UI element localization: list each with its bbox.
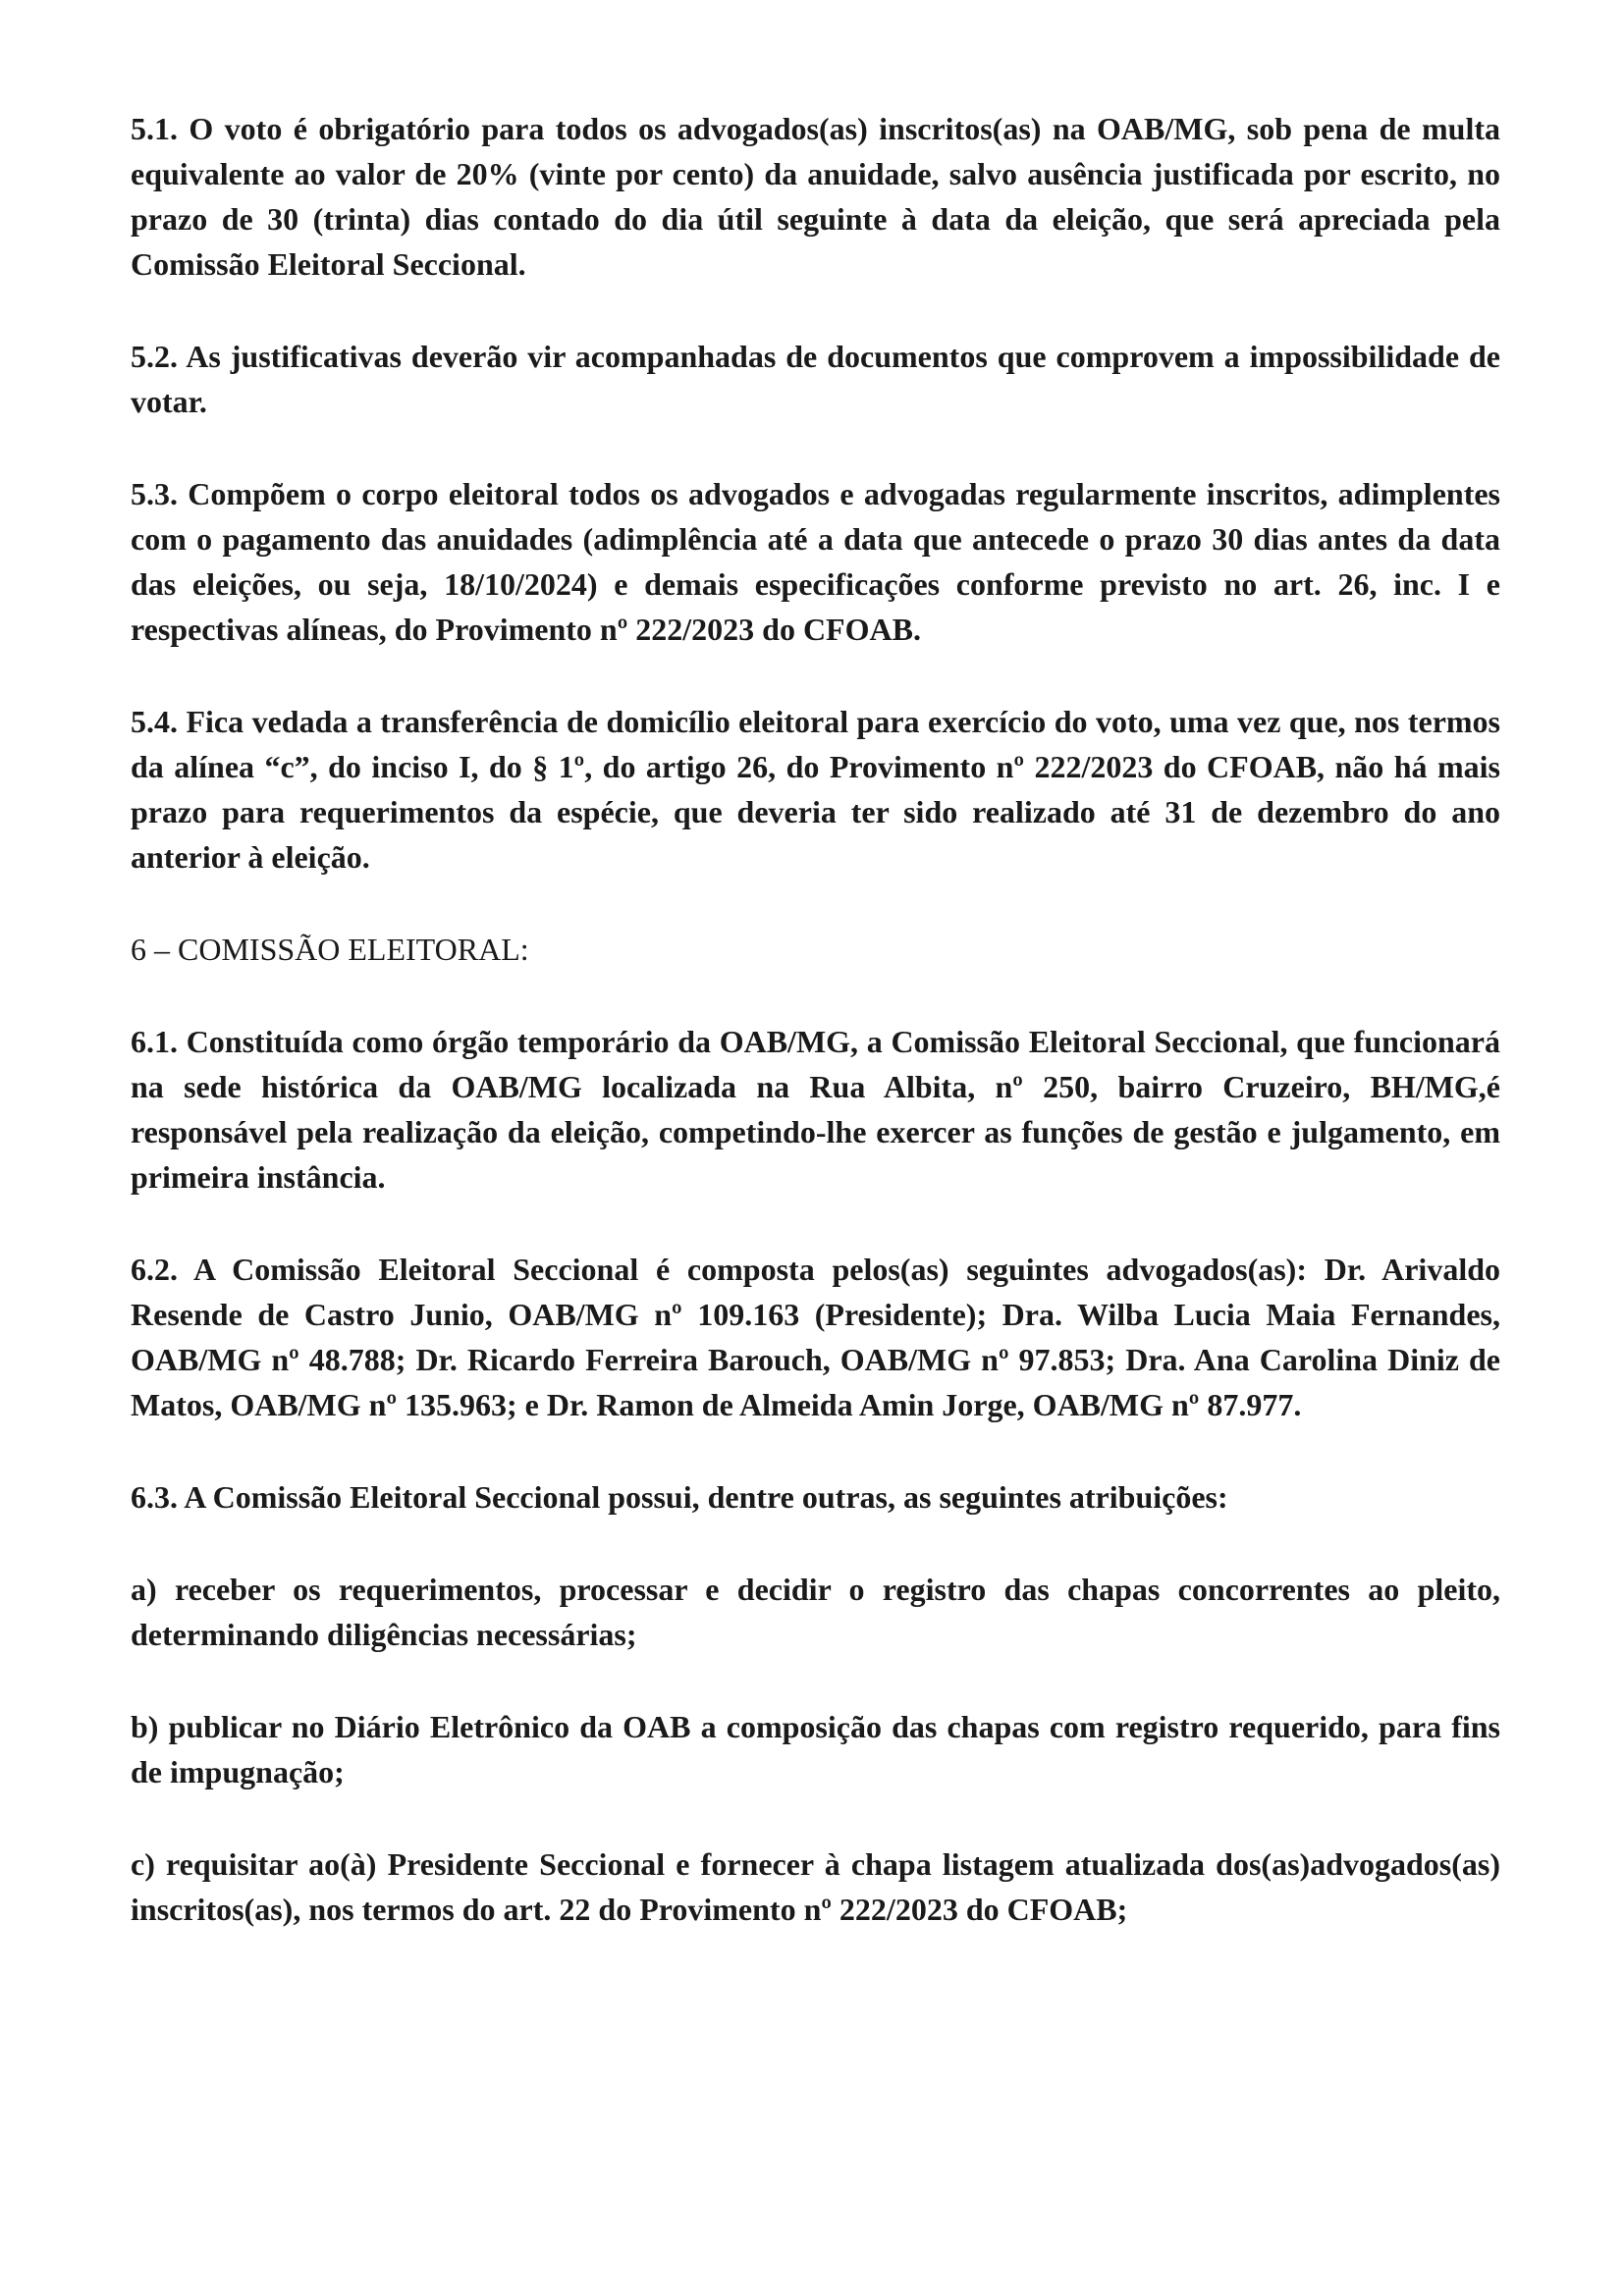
item-c: c) requisitar ao(à) Presidente Seccional e fornecer à chapa listagem atualizada dos(as)advogados(as) inscritos(as), nos termos do art. 22 do Provimento nº 222/2023 do CFOAB;: [131, 1846, 1500, 1927]
paragraph-5-2: 5.2. As justificativas deverão vir acompanhadas de documentos que comprovem a impossibilidade de votar.: [131, 339, 1500, 419]
item-b: b) publicar no Diário Eletrônico da OAB a composição das chapas com registro requerido, para fins de impugnação;: [131, 1709, 1500, 1789]
section-heading-6: 6 – COMISSÃO ELEITORAL:: [131, 932, 529, 967]
paragraph-5-4: 5.4. Fica vedada a transferência de domicílio eleitoral para exercício do voto, uma vez que, nos termos da alínea “c”, do inciso I, do § 1º, do artigo 26, do Provimento nº 222/2023 do CFOAB, não há mais prazo para requerimentos da espécie, que deveria ter sido realizado até 31 de dezembro do ano anterior à eleição.: [131, 704, 1500, 875]
paragraph-6-1: 6.1. Constituída como órgão temporário da OAB/MG, a Comissão Eleitoral Seccional, que funcionará na sede histórica da OAB/MG localizada na Rua Albita, nº 250, bairro Cruzeiro, BH/MG,é responsável pela realização da eleição, competindo-lhe exercer as funções de gestão e julgamento, em primeira instância.: [131, 1024, 1500, 1195]
paragraph-5-3: 5.3. Compõem o corpo eleitoral todos os advogados e advogadas regularmente inscritos, adimplentes com o pagamento das anuidades (adimplência até a data que antecede o prazo 30 dias antes da data das eleições, ou seja, 18/10/2024) e demais especificações conforme previsto no art. 26, inc. I e respectivas alíneas, do Provimento nº 222/2023 do CFOAB.: [131, 476, 1500, 647]
paragraph-5-1: 5.1. O voto é obrigatório para todos os advogados(as) inscritos(as) na OAB/MG, sob pena de multa equivalente ao valor de 20% (vinte por cento) da anuidade, salvo ausência justificada por escrito, no prazo de 30 (trinta) dias contado do dia útil seguinte à data da eleição, que será apreciada pela Comissão Eleitoral Seccional.: [131, 111, 1500, 282]
document-body: [131, 106, 1500, 1979]
paragraph-6-3: 6.3. A Comissão Eleitoral Seccional possui, dentre outras, as seguintes atribuições:: [131, 1479, 1228, 1515]
paragraph-6-2: 6.2. A Comissão Eleitoral Seccional é composta pelos(as) seguintes advogados(as): Dr. Arivaldo Resende de Castro Junio, OAB/MG nº 109.163 (Presidente); Dra. Wilba Lucia Maia Fernandes, OAB/MG nº 48.788; Dr. Ricardo Ferreira Barouch, OAB/MG nº 97.853; Dra. Ana Carolina Diniz de Matos, OAB/MG nº 135.963; e Dr. Ramon de Almeida Amin Jorge, OAB/MG nº 87.977.: [131, 1252, 1500, 1422]
item-a: a) receber os requerimentos, processar e decidir o registro das chapas concorrentes ao pleito, determinando diligências necessárias;: [131, 1572, 1500, 1652]
